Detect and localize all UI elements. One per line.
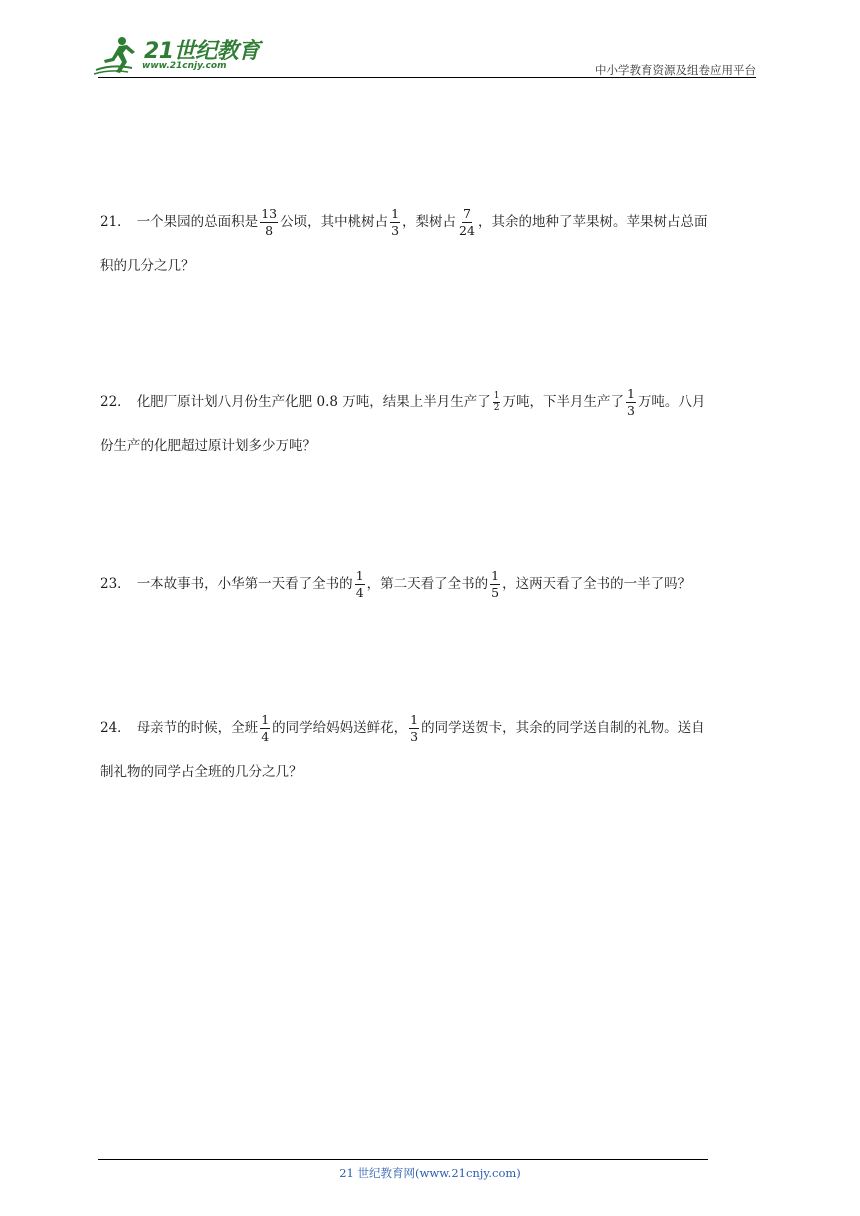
page-header (0, 0, 860, 80)
question-line (100, 380, 764, 424)
footer-divider (98, 1159, 708, 1160)
question-text: ，梨树占 (402, 214, 457, 230)
fraction (626, 385, 636, 418)
footer-link[interactable]: 21 世纪教育网(www.21cnjy.com) (339, 1166, 521, 1180)
question-text: 一个果园的总面积是 (136, 214, 259, 230)
question-number: 24． (100, 720, 131, 736)
question-24 (100, 706, 764, 794)
numerator: 7 (462, 208, 472, 224)
question-23 (100, 562, 764, 606)
question-text: 的同学送贺卡，其余的同学送自制的礼物。送自 (421, 720, 705, 736)
question-number: 21． (100, 214, 131, 230)
fraction (493, 392, 501, 413)
fraction (260, 711, 270, 744)
question-text: 一本故事书，小华第一天看了全书的 (136, 576, 353, 592)
denominator: 24 (459, 223, 475, 238)
question-text: 万吨，下半月生产了 (502, 394, 624, 410)
logo-url: www.21cnjy.com (142, 61, 227, 71)
numerator: 1 (626, 388, 636, 404)
denominator: 3 (410, 729, 419, 744)
question-text: 的同学给妈妈送鲜花， (272, 720, 408, 736)
denominator: 4 (261, 729, 270, 744)
denominator: 5 (491, 585, 500, 600)
question-line (100, 706, 764, 750)
fraction (458, 205, 476, 238)
denominator: 3 (391, 223, 400, 238)
denominator: 2 (493, 403, 500, 413)
question-text: ，第二天看了全书的 (366, 576, 489, 592)
question-text: 公顷，其中桃树占 (280, 214, 389, 230)
numerator: 1 (409, 714, 419, 730)
question-line (100, 562, 764, 606)
question-22 (100, 380, 764, 468)
numerator: 1 (355, 570, 365, 586)
question-number: 22． (100, 394, 131, 410)
numerator: 13 (260, 208, 278, 224)
denominator: 3 (626, 403, 635, 418)
question-text: ，其余的地种了苹果树。苹果树占总面 (477, 214, 708, 230)
fraction (409, 711, 419, 744)
denominator: 8 (265, 223, 274, 238)
question-text: 万吨。八月 (637, 394, 706, 410)
question-text: 化肥厂原计划八月份生产化肥 0.8 万吨，结果上半月生产了 (136, 394, 491, 410)
question-line: 份生产的化肥超过原计划多少万吨？ (100, 438, 316, 454)
fraction (355, 567, 365, 600)
runner-logo-icon (92, 34, 142, 78)
platform-name: 中小学教育资源及组卷应用平台 (595, 63, 756, 77)
numerator: 1 (493, 391, 500, 401)
fraction (260, 205, 278, 238)
question-number: 23． (100, 576, 131, 592)
question-line: 制礼物的同学占全班的几分之几？ (100, 764, 303, 780)
logo-text: 21世纪教育 (144, 39, 260, 64)
numerator: 1 (390, 208, 400, 224)
question-line (100, 200, 764, 244)
denominator: 4 (355, 585, 364, 600)
question-text: ，这两天看了全书的一半了吗？ (502, 576, 692, 592)
question-line: 积的几分之几？ (100, 258, 195, 274)
question-21 (100, 200, 764, 288)
numerator: 1 (260, 714, 270, 730)
header-divider (98, 77, 756, 78)
fraction (490, 567, 500, 600)
site-logo (92, 34, 262, 78)
fraction (390, 205, 400, 238)
numerator: 1 (490, 570, 500, 586)
question-text: 母亲节的时候，全班 (136, 720, 259, 736)
